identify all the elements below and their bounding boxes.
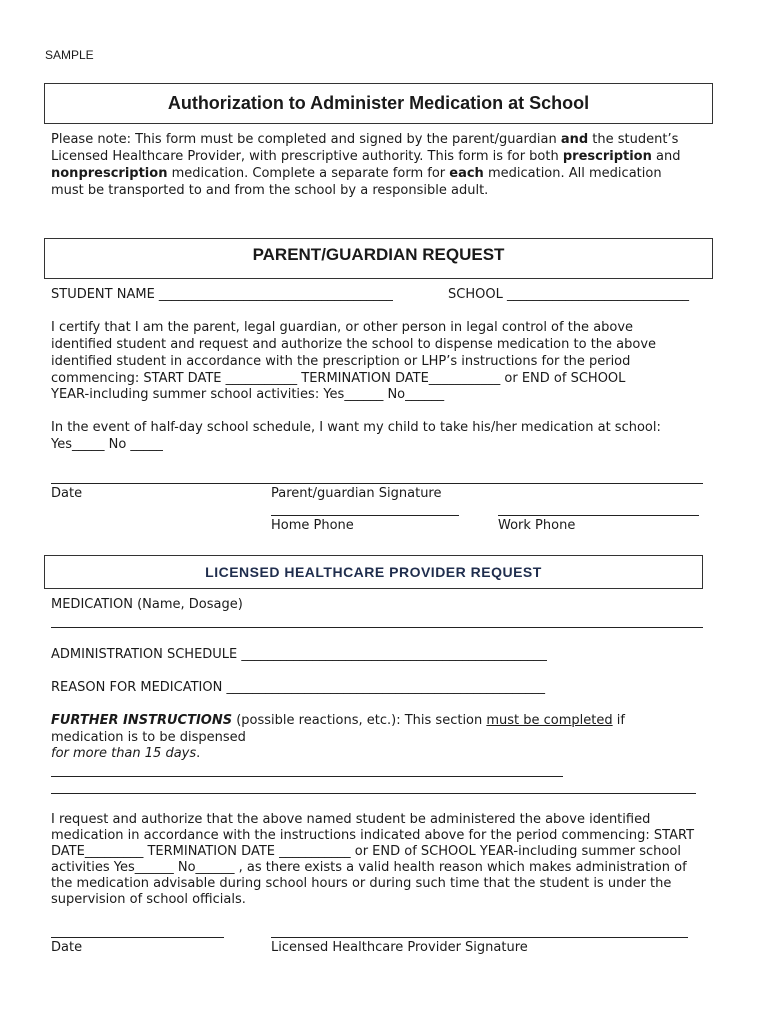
lhp-signature-line[interactable] bbox=[271, 937, 688, 938]
home-phone-line[interactable] bbox=[271, 515, 459, 516]
parent-date-label: Date bbox=[51, 486, 83, 501]
lhp-date-line[interactable] bbox=[51, 937, 224, 938]
medication-line[interactable] bbox=[51, 627, 703, 628]
work-phone-label: Work Phone bbox=[498, 518, 576, 533]
further-instructions-line-2[interactable] bbox=[51, 793, 696, 794]
form-title: Authorization to Administer Medication at School bbox=[167, 93, 590, 113]
parent-section-title: PARENT/GUARDIAN REQUEST bbox=[252, 245, 505, 264]
sample-label: SAMPLE bbox=[45, 48, 94, 62]
parent-signature-line[interactable] bbox=[51, 483, 703, 484]
lhp-date-label: Date bbox=[51, 940, 83, 955]
student-name-field[interactable]: STUDENT NAME ____________________________________ bbox=[51, 287, 393, 302]
lhp-section-title: LICENSED HEALTHCARE PROVIDER REQUEST bbox=[205, 564, 542, 580]
medication-label: MEDICATION (Name, Dosage) bbox=[51, 597, 243, 612]
school-field[interactable]: SCHOOL ____________________________ bbox=[448, 287, 689, 302]
lhp-signature-label: Licensed Healthcare Provider Signature bbox=[271, 940, 528, 955]
parent-section-header bbox=[44, 238, 713, 279]
home-phone-label: Home Phone bbox=[271, 518, 354, 533]
lhp-section-header bbox=[44, 555, 703, 589]
further-instructions-line-1[interactable] bbox=[51, 776, 563, 777]
administration-schedule-field[interactable]: ADMINISTRATION SCHEDULE _______________________________________________ bbox=[51, 647, 547, 662]
form-title-box bbox=[44, 83, 713, 124]
parent-signature-label: Parent/guardian Signature bbox=[271, 486, 442, 501]
work-phone-line[interactable] bbox=[498, 515, 699, 516]
reason-field[interactable]: REASON FOR MEDICATION _________________________________________________ bbox=[51, 680, 545, 695]
